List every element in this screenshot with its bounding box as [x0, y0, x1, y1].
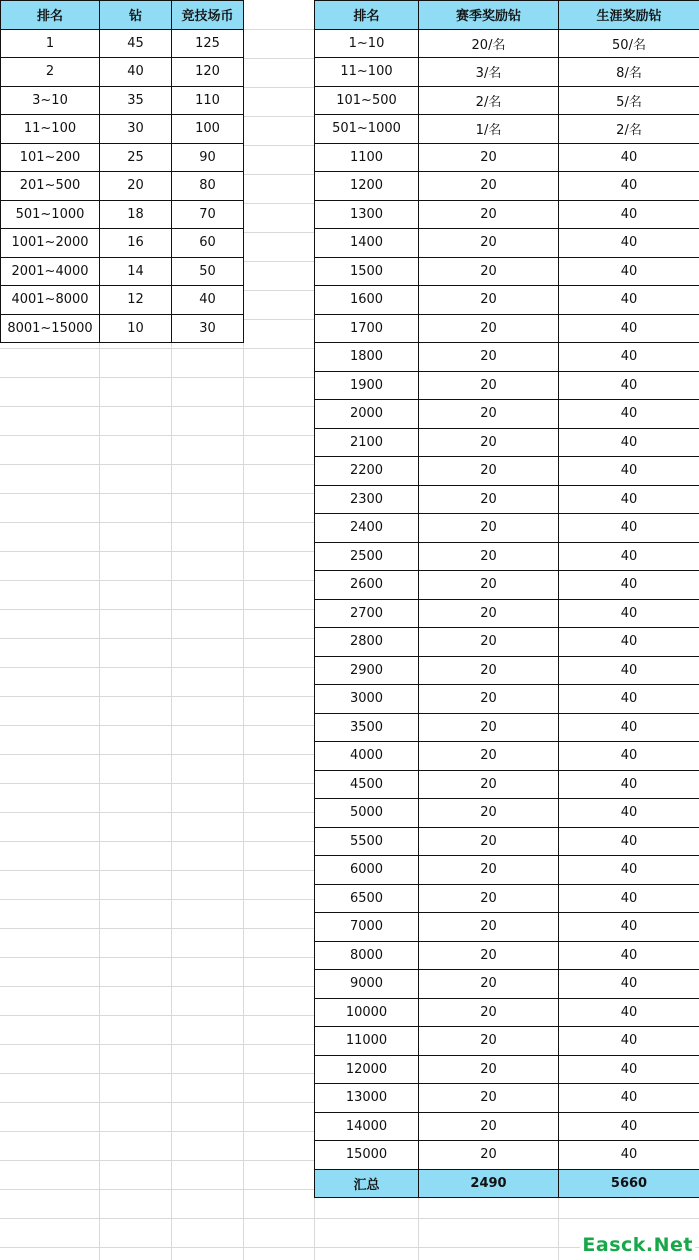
table-cell[interactable]: 2/名: [559, 115, 699, 144]
table-cell[interactable]: 40: [559, 799, 699, 828]
table-cell[interactable]: 20: [419, 770, 559, 799]
table-cell[interactable]: 1100: [315, 143, 419, 172]
table-cell[interactable]: 20: [419, 143, 559, 172]
table-cell[interactable]: 1~10: [315, 29, 419, 58]
ranking-reward-table: [0, 0, 244, 343]
gridline: [0, 1218, 699, 1219]
table-cell[interactable]: 40: [559, 172, 699, 201]
table-cell[interactable]: 10: [100, 314, 172, 343]
table-cell[interactable]: 20: [419, 343, 559, 372]
table-row: [315, 742, 699, 771]
table-cell[interactable]: 2600: [315, 571, 419, 600]
table-cell[interactable]: 40: [559, 742, 699, 771]
table-cell[interactable]: 2: [1, 58, 100, 87]
table-row: [1, 229, 244, 258]
table-cell[interactable]: 3000: [315, 685, 419, 714]
column-header[interactable]: 排名: [315, 1, 419, 30]
table-cell[interactable]: 501~1000: [1, 200, 100, 229]
table-cell[interactable]: 11000: [315, 1027, 419, 1056]
table-row: [315, 827, 699, 856]
table-cell[interactable]: 2800: [315, 628, 419, 657]
table-row: [315, 799, 699, 828]
table-cell[interactable]: 201~500: [1, 172, 100, 201]
table-row: [315, 998, 699, 1027]
table-row: [315, 913, 699, 942]
table-cell[interactable]: 1600: [315, 286, 419, 315]
table-cell[interactable]: 100: [172, 115, 244, 144]
table-cell[interactable]: 4500: [315, 770, 419, 799]
table-cell[interactable]: 40: [559, 884, 699, 913]
column-header[interactable]: 钻: [100, 1, 172, 30]
table-row: [315, 884, 699, 913]
table-cell[interactable]: 40: [559, 628, 699, 657]
table-row: [1, 29, 244, 58]
table-cell[interactable]: 30: [172, 314, 244, 343]
table-cell[interactable]: 20: [419, 1112, 559, 1141]
table-cell[interactable]: 125: [172, 29, 244, 58]
table-row: [315, 314, 699, 343]
season-career-reward-table: [314, 0, 699, 1198]
total-season-cell[interactable]: 2490: [419, 1169, 559, 1198]
table-cell[interactable]: 50: [172, 257, 244, 286]
column-header[interactable]: 排名: [1, 1, 100, 30]
table-cell[interactable]: 80: [172, 172, 244, 201]
table-cell[interactable]: 40: [559, 1141, 699, 1170]
table-cell[interactable]: 120: [172, 58, 244, 87]
table-cell[interactable]: 40: [559, 1084, 699, 1113]
table-cell[interactable]: 40: [559, 1027, 699, 1056]
table-row: [1, 143, 244, 172]
table-row: [315, 571, 699, 600]
table-cell[interactable]: 20: [419, 1027, 559, 1056]
table-row: [315, 656, 699, 685]
table-row: [1, 257, 244, 286]
table-cell[interactable]: 3/名: [419, 58, 559, 87]
table-row: [315, 856, 699, 885]
table-row: [315, 970, 699, 999]
table-cell[interactable]: 50/名: [559, 29, 699, 58]
table-cell[interactable]: 2500: [315, 542, 419, 571]
table-row: [1, 172, 244, 201]
table-cell[interactable]: 1400: [315, 229, 419, 258]
table-row: [315, 1141, 699, 1170]
table-cell[interactable]: 2200: [315, 457, 419, 486]
table-row: [315, 58, 699, 87]
table-cell[interactable]: 45: [100, 29, 172, 58]
table-cell[interactable]: 40: [559, 685, 699, 714]
table-cell[interactable]: 20: [419, 685, 559, 714]
table-row: [315, 400, 699, 429]
table-cell[interactable]: 110: [172, 86, 244, 115]
table-row: [315, 1055, 699, 1084]
table-header-row: [1, 1, 244, 30]
table-cell[interactable]: 1500: [315, 257, 419, 286]
table-cell[interactable]: 40: [559, 941, 699, 970]
table-cell[interactable]: 20: [419, 941, 559, 970]
table-cell[interactable]: 16: [100, 229, 172, 258]
total-row: [315, 1169, 699, 1198]
table-cell[interactable]: 40: [559, 514, 699, 543]
table-cell[interactable]: 40: [559, 970, 699, 999]
table-cell[interactable]: 10000: [315, 998, 419, 1027]
table-row: [1, 86, 244, 115]
table-cell[interactable]: 12000: [315, 1055, 419, 1084]
table-cell[interactable]: 20: [419, 200, 559, 229]
table-cell[interactable]: 40: [559, 343, 699, 372]
table-cell[interactable]: 13000: [315, 1084, 419, 1113]
table-cell[interactable]: 20: [419, 856, 559, 885]
table-cell[interactable]: 1200: [315, 172, 419, 201]
table-cell[interactable]: 5000: [315, 799, 419, 828]
table-cell[interactable]: 20: [419, 1055, 559, 1084]
table-cell[interactable]: 3~10: [1, 86, 100, 115]
table-cell[interactable]: 8/名: [559, 58, 699, 87]
table-cell[interactable]: 40: [559, 827, 699, 856]
table-cell[interactable]: 6000: [315, 856, 419, 885]
table-cell[interactable]: 14000: [315, 1112, 419, 1141]
table-cell[interactable]: 2100: [315, 428, 419, 457]
table-row: [315, 941, 699, 970]
table-cell[interactable]: 20: [419, 628, 559, 657]
table-cell[interactable]: 20: [419, 913, 559, 942]
table-cell[interactable]: 70: [172, 200, 244, 229]
table-cell[interactable]: 20: [419, 742, 559, 771]
table-cell[interactable]: 25: [100, 143, 172, 172]
table-cell[interactable]: 15000: [315, 1141, 419, 1170]
table-cell[interactable]: 1: [1, 29, 100, 58]
table-cell[interactable]: 8001~15000: [1, 314, 100, 343]
table-cell[interactable]: 20: [419, 286, 559, 315]
table-cell[interactable]: 40: [559, 257, 699, 286]
total-label-cell[interactable]: 汇总: [315, 1169, 419, 1198]
table-row: [315, 457, 699, 486]
table-cell[interactable]: 1800: [315, 343, 419, 372]
table-cell[interactable]: 20: [419, 428, 559, 457]
table-cell[interactable]: 20: [419, 485, 559, 514]
table-cell[interactable]: 40: [559, 286, 699, 315]
table-row: [315, 143, 699, 172]
table-cell[interactable]: 1300: [315, 200, 419, 229]
table-cell[interactable]: 20: [419, 371, 559, 400]
table-row: [315, 172, 699, 201]
table-cell[interactable]: 101~500: [315, 86, 419, 115]
table-cell[interactable]: 20: [419, 827, 559, 856]
table-cell[interactable]: 1900: [315, 371, 419, 400]
table-row: [315, 29, 699, 58]
table-cell[interactable]: 40: [559, 770, 699, 799]
table-row: [315, 485, 699, 514]
table-cell[interactable]: 1001~2000: [1, 229, 100, 258]
table-row: [315, 371, 699, 400]
table-cell[interactable]: 40: [559, 371, 699, 400]
table-cell[interactable]: 40: [559, 1112, 699, 1141]
table-cell[interactable]: 1/名: [419, 115, 559, 144]
table-cell[interactable]: 11~100: [1, 115, 100, 144]
table-row: [315, 599, 699, 628]
table-cell[interactable]: 40: [559, 656, 699, 685]
table-cell[interactable]: 6500: [315, 884, 419, 913]
table-cell[interactable]: 40: [559, 998, 699, 1027]
column-header[interactable]: 竞技场币: [172, 1, 244, 30]
table-row: [315, 1084, 699, 1113]
table-row: [1, 115, 244, 144]
table-row: [315, 428, 699, 457]
table-cell[interactable]: 40: [559, 143, 699, 172]
table-row: [315, 542, 699, 571]
table-cell[interactable]: 7000: [315, 913, 419, 942]
column-header[interactable]: 生涯奖励钻: [559, 1, 699, 30]
table-row: [315, 200, 699, 229]
table-cell[interactable]: 40: [559, 200, 699, 229]
table-cell[interactable]: 20: [419, 1141, 559, 1170]
table-cell[interactable]: 40: [559, 229, 699, 258]
table-cell[interactable]: 40: [172, 286, 244, 315]
table-cell[interactable]: 2/名: [419, 86, 559, 115]
table-cell[interactable]: 20: [419, 314, 559, 343]
table-row: [315, 628, 699, 657]
table-cell[interactable]: 20: [419, 884, 559, 913]
table-cell[interactable]: 30: [100, 115, 172, 144]
table-row: [315, 343, 699, 372]
table-cell[interactable]: 20: [419, 599, 559, 628]
table-cell[interactable]: 14: [100, 257, 172, 286]
table-row: [315, 115, 699, 144]
table-row: [315, 514, 699, 543]
table-row: [315, 1112, 699, 1141]
table-cell[interactable]: 20: [419, 571, 559, 600]
table-row: [315, 229, 699, 258]
table-cell[interactable]: 40: [559, 571, 699, 600]
table-cell[interactable]: 60: [172, 229, 244, 258]
table-cell[interactable]: 501~1000: [315, 115, 419, 144]
table-cell[interactable]: 4001~8000: [1, 286, 100, 315]
table-cell[interactable]: 90: [172, 143, 244, 172]
table-cell[interactable]: 20: [419, 970, 559, 999]
table-row: [1, 286, 244, 315]
table-cell[interactable]: 12: [100, 286, 172, 315]
table-cell[interactable]: 35: [100, 86, 172, 115]
table-cell[interactable]: 2700: [315, 599, 419, 628]
table-cell[interactable]: 20: [419, 656, 559, 685]
total-career-cell[interactable]: 5660: [559, 1169, 699, 1198]
column-header[interactable]: 赛季奖励钻: [419, 1, 559, 30]
table-row: [315, 685, 699, 714]
table-cell[interactable]: 11~100: [315, 58, 419, 87]
table-row: [1, 58, 244, 87]
table-cell[interactable]: 20: [419, 1084, 559, 1113]
table-row: [315, 1027, 699, 1056]
table-cell[interactable]: 4000: [315, 742, 419, 771]
table-row: [315, 286, 699, 315]
table-cell[interactable]: 40: [559, 457, 699, 486]
table-cell[interactable]: 18: [100, 200, 172, 229]
table-cell[interactable]: 20: [419, 172, 559, 201]
table-cell[interactable]: 20: [419, 542, 559, 571]
table-cell[interactable]: 40: [559, 599, 699, 628]
table-row: [315, 713, 699, 742]
table-cell[interactable]: 1700: [315, 314, 419, 343]
table-row: [315, 257, 699, 286]
site-watermark: Easck.Net: [582, 1234, 693, 1256]
table-cell[interactable]: 40: [559, 542, 699, 571]
table-cell[interactable]: 2900: [315, 656, 419, 685]
table-cell[interactable]: 3500: [315, 713, 419, 742]
table-cell[interactable]: 9000: [315, 970, 419, 999]
table-cell[interactable]: 2000: [315, 400, 419, 429]
table-cell[interactable]: 2300: [315, 485, 419, 514]
table-cell[interactable]: 40: [559, 913, 699, 942]
table-cell[interactable]: 40: [559, 428, 699, 457]
table-cell[interactable]: 40: [559, 400, 699, 429]
table-cell[interactable]: 40: [100, 58, 172, 87]
table-cell[interactable]: 8000: [315, 941, 419, 970]
table-cell[interactable]: 20: [419, 713, 559, 742]
table-cell[interactable]: 20: [419, 799, 559, 828]
table-cell[interactable]: 40: [559, 314, 699, 343]
table-cell[interactable]: 20: [100, 172, 172, 201]
table-header-row: [315, 1, 699, 30]
table-row: [1, 200, 244, 229]
table-cell[interactable]: 40: [559, 1055, 699, 1084]
table-cell[interactable]: 5500: [315, 827, 419, 856]
table-cell[interactable]: 20: [419, 400, 559, 429]
table-cell[interactable]: 2001~4000: [1, 257, 100, 286]
table-cell[interactable]: 101~200: [1, 143, 100, 172]
table-cell[interactable]: 40: [559, 856, 699, 885]
table-row: [315, 770, 699, 799]
table-cell[interactable]: 20: [419, 229, 559, 258]
table-cell[interactable]: 20: [419, 257, 559, 286]
table-cell[interactable]: 20/名: [419, 29, 559, 58]
table-row: [315, 86, 699, 115]
table-cell[interactable]: 2400: [315, 514, 419, 543]
table-row: [1, 314, 244, 343]
table-cell[interactable]: 40: [559, 713, 699, 742]
table-cell[interactable]: 20: [419, 998, 559, 1027]
table-cell[interactable]: 40: [559, 485, 699, 514]
table-cell[interactable]: 20: [419, 457, 559, 486]
table-cell[interactable]: 5/名: [559, 86, 699, 115]
table-cell[interactable]: 20: [419, 514, 559, 543]
